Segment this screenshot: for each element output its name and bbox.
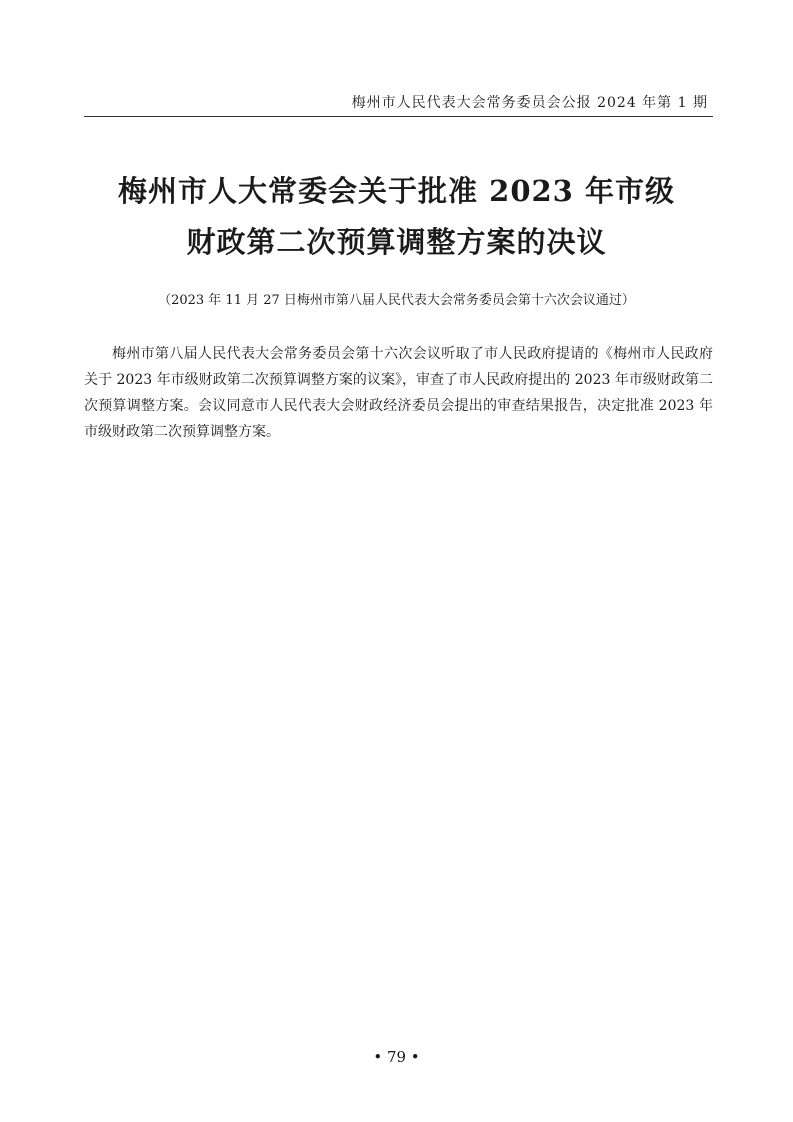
page-number: • 79 • <box>373 1048 420 1066</box>
title-line-1: 梅州市人大常委会关于批准 2023 年市级 <box>118 174 675 208</box>
header-divider <box>84 116 713 117</box>
body-paragraph: 梅州市第八届人民代表大会常务委员会第十六次会议听取了市人民政府提请的《梅州市人民政府关于 2023 年市级财政第二次预算调整方案的议案》，审查了市人民政府提出的 2023 年市级财政第二次预算调整方案。会议同意市人民代表大会财政经济委员会提出的审查结果报告，决定批准 2023 年市级财政第二次预算调整方案。 <box>84 346 713 440</box>
adoption-note: （2023 年 11 月 27 日梅州市第八届人民代表大会常务委员会第十六次会议通过） <box>158 293 635 308</box>
title-line-2: 财政第二次预算调整方案的决议 <box>186 225 607 259</box>
document-title <box>0 166 793 268</box>
running-header: 梅州市人民代表大会常务委员会公报 2024 年第 1 期 <box>351 95 708 111</box>
